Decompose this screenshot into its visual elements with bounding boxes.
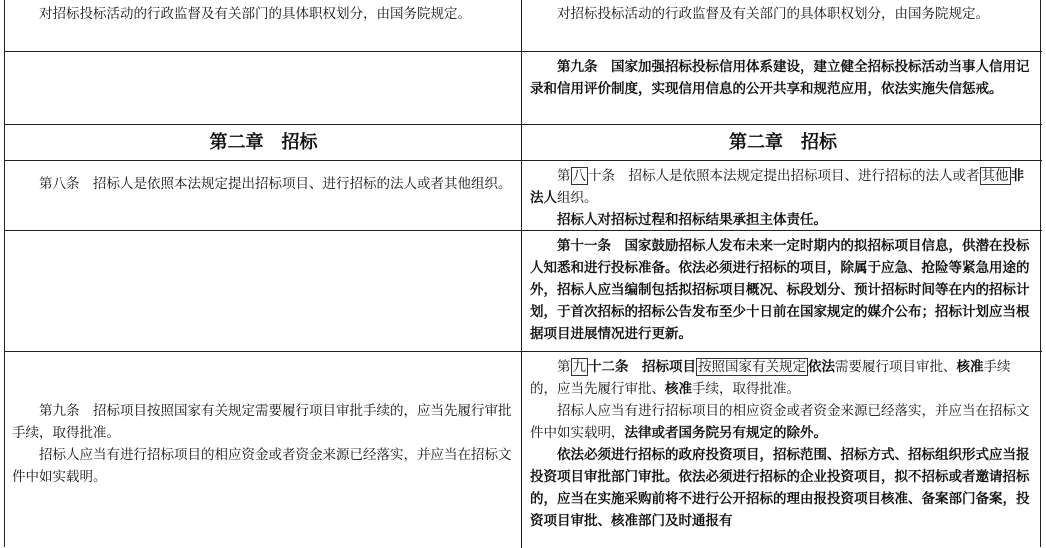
new-text-cell [522,161,1042,231]
added-text: 法律或者国务院另有规定的除外。 [624,425,827,441]
article-12-new-p2: 招标人应当有进行招标项目的相应资金或者资金来源已经落实，并应当在招标文件中如实载明，法律或者国务院另有规定的除外。 [530,403,1030,441]
added-text: 非法人 [530,168,1024,206]
table-row [4,230,1042,352]
added-paragraph: 招标人对招标过程和招标结果承担主体责任。 [557,212,827,228]
table-row [4,124,1042,161]
old-text-cell [4,52,522,125]
new-text-cell [522,52,1042,125]
article-9-old-p2: 招标人应当有进行招标项目的相应资金或者资金来源已经落实，并应当在招标文件中如实载明。 [12,447,512,485]
table-row [4,51,1042,125]
paragraph: 对招标投标活动的行政监督及有关部门的具体职权划分，由国务院规定。 [557,6,989,22]
paragraph: 对招标投标活动的行政监督及有关部门的具体职权划分，由国务院规定。 [39,6,471,22]
table-row [4,160,1042,231]
table-row [4,0,1042,51]
old-text-cell [4,0,522,51]
deleted-mark: 九 [572,359,586,375]
article-11-new: 第十一条 国家鼓励招标人发布未来一定时期内的拟招标项目信息，供潜在投标人知悉和进行投标准备。依法必须进行招标的项目，除属于应急、抢险等紧急用途的外，招标人应当编制包括拟招标项目概况、标段划分、预计招标时间等在内的招标计划，于首次招标的招标公告发布至少十日前在国家规定的媒介公布；招标计划应当根据项目进展情况进行更新。 [530,238,1030,342]
article-9-new: 第九条 国家加强招标投标信用体系建设，建立健全招标投标活动当事人信用记录和信用评价制度，实现信用信息的公开共享和规范应用，依法实施失信惩戒。 [530,59,1030,97]
new-text-cell [522,0,1042,51]
new-text-cell [522,352,1042,548]
article-10-new: 第 八 十条 招标人是依照本法规定提出招标项目、进行招标的法人或者 其他 非法人组织。 [530,168,1024,206]
article-8-old: 第八条 招标人是依照本法规定提出招标项目、进行招标的法人或者其他组织。 [39,176,512,192]
deleted-mark: 八 [572,168,586,184]
old-text-cell [4,161,522,231]
added-text: 依法 [808,359,835,375]
chapter-heading-old: 第二章 招标 [4,125,522,161]
new-text-cell [522,231,1042,352]
added-text: 核准 [665,381,692,397]
article-12-new-p1: 第 九 十二条 招标项目 按照国家有关规定 依法需要履行项目审批、核准手续的，应当先履行审批、核准手续，取得批准。 [530,359,1011,397]
chapter-heading-new: 第二章 招标 [729,132,837,153]
old-text-cell [4,231,522,352]
deleted-mark: 按照国家有关规定 [698,359,806,375]
added-text: 核准 [956,359,984,375]
old-text-cell [4,352,522,548]
deleted-mark: 其他 [981,168,1009,184]
table-row [4,351,1042,548]
article-12-new-p3: 依法必须进行招标的政府投资项目，招标范围、招标方式、招标组织形式应当报投资项目审批部门审批。依法必须进行招标的企业投资项目，拟不招标或者邀请招标的，应当在实施采购前将不进行公开招标的理由报投资项目核准、备案部门备案，投资项目审批、核准部门及时通报有 [530,447,1030,529]
article-9-old-p1: 第九条 招标项目按照国家有关规定需要履行项目审批手续的，应当先履行审批手续，取得批准。 [12,403,512,441]
